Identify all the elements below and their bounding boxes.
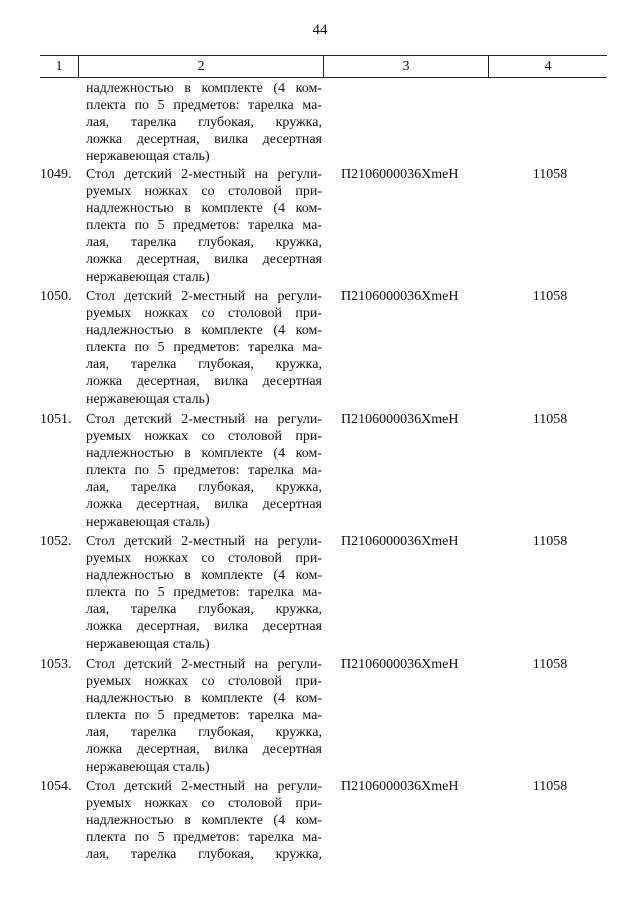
- description-line: руемых ножках со столовой при-: [86, 184, 322, 200]
- description-line: руемых ножках со столовой при-: [86, 551, 322, 567]
- table-row: [0, 411, 640, 531]
- description-line: плекта по 5 предметов: тарелка ма-: [86, 218, 322, 234]
- description-line: лая, тарелка глубокая, кружка,: [86, 847, 322, 863]
- row-description: [86, 411, 322, 531]
- continued-description: [86, 80, 322, 165]
- description-line: нержавеющая сталь): [86, 636, 210, 652]
- description-line: лая, тарелка глубокая, кружка,: [86, 235, 322, 251]
- description-line: нержавеющая сталь): [86, 269, 210, 285]
- column-header-1: 1: [55, 59, 63, 74]
- description-line: надлежностью в комплекте (4 ком-: [86, 323, 322, 339]
- description-line: плекта по 5 предметов: тарелка ма-: [86, 340, 322, 356]
- description-line: ложка десертная, вилка десертная: [86, 252, 322, 268]
- row-description: [86, 656, 322, 776]
- column-header-4: 4: [544, 59, 552, 74]
- description-line: плекта по 5 предметов: тарелка ма-: [86, 463, 322, 479]
- description-line: лая, тарелка глубокая, кружка,: [86, 602, 322, 618]
- row-number: 1054.: [40, 779, 72, 794]
- row-number: 1051.: [40, 412, 72, 427]
- description-line: Стол детский 2-местный на регули-: [86, 534, 322, 549]
- row-price: 11058: [532, 657, 568, 672]
- description-line: руемых ножках со столовой при-: [86, 306, 322, 322]
- description-line: Стол детский 2-местный на регули-: [86, 779, 322, 794]
- description-line: Стол детский 2-местный на регули-: [86, 657, 322, 672]
- row-code: П2106000036ХmeH: [341, 779, 459, 794]
- row-price: 11058: [532, 779, 568, 794]
- row-description: [86, 778, 322, 863]
- row-code: П2106000036ХmeH: [341, 289, 459, 304]
- description-line: руемых ножках со столовой при-: [86, 796, 322, 812]
- row-price: 11058: [532, 534, 568, 549]
- column-header-3: 3: [402, 59, 410, 74]
- description-line: Стол детский 2-местный на регули-: [86, 289, 322, 304]
- description-line: нержавеющая сталь): [86, 391, 210, 407]
- description-line: руемых ножках со столовой при-: [86, 674, 322, 690]
- description-line: ложка десертная, вилка десертная: [86, 619, 322, 635]
- row-number: 1050.: [40, 289, 72, 304]
- description-line: ложка десертная, вилка десертная: [86, 132, 322, 148]
- description-line: ложка десертная, вилка десертная: [86, 742, 322, 758]
- description-line: надлежностью в комплекте (4 ком-: [86, 691, 322, 707]
- description-line: лая, тарелка глубокая, кружка,: [86, 357, 322, 373]
- row-code: П2106000036ХmeH: [341, 534, 459, 549]
- description-line: надлежностью в комплекте (4 ком-: [86, 81, 322, 96]
- table-row: [0, 656, 640, 776]
- description-line: надлежностью в комплекте (4 ком-: [86, 446, 322, 462]
- table-row: [0, 778, 640, 898]
- description-line: нержавеющая сталь): [86, 759, 210, 775]
- table-row: [0, 288, 640, 408]
- description-line: лая, тарелка глубокая, кружка,: [86, 725, 322, 741]
- description-line: лая, тарелка глубокая, кружка,: [86, 115, 322, 131]
- description-line: руемых ножках со столовой при-: [86, 429, 322, 445]
- row-price: 11058: [532, 412, 568, 427]
- column-header-2: 2: [197, 59, 205, 74]
- description-line: нержавеющая сталь): [86, 149, 210, 165]
- description-line: ложка десертная, вилка десертная: [86, 497, 322, 513]
- row-number: 1052.: [40, 534, 72, 549]
- header-bottom-rule: [40, 77, 607, 78]
- row-number: 1053.: [40, 657, 72, 672]
- table-row: [0, 166, 640, 286]
- table-row: [0, 533, 640, 653]
- page-number: 44: [312, 22, 328, 38]
- description-line: ложка десертная, вилка десертная: [86, 374, 322, 390]
- row-code: П2106000036ХmeH: [341, 167, 459, 182]
- row-price: 11058: [532, 167, 568, 182]
- description-line: лая, тарелка глубокая, кружка,: [86, 480, 322, 496]
- row-description: [86, 533, 322, 653]
- row-code: П2106000036ХmeH: [341, 412, 459, 427]
- row-description: [86, 166, 322, 286]
- description-line: надлежностью в комплекте (4 ком-: [86, 201, 322, 217]
- description-line: плекта по 5 предметов: тарелка ма-: [86, 830, 322, 846]
- row-code: П2106000036ХmeH: [341, 657, 459, 672]
- row-price: 11058: [532, 289, 568, 304]
- description-line: плекта по 5 предметов: тарелка ма-: [86, 585, 322, 601]
- description-line: Стол детский 2-местный на регули-: [86, 167, 322, 182]
- description-line: Стол детский 2-местный на регули-: [86, 412, 322, 427]
- description-line: плекта по 5 предметов: тарелка ма-: [86, 708, 322, 724]
- row-description: [86, 288, 322, 408]
- description-line: надлежностью в комплекте (4 ком-: [86, 568, 322, 584]
- description-line: плекта по 5 предметов: тарелка ма-: [86, 98, 322, 114]
- row-number: 1049.: [40, 167, 72, 182]
- description-line: нержавеющая сталь): [86, 514, 210, 530]
- description-line: надлежностью в комплекте (4 ком-: [86, 813, 322, 829]
